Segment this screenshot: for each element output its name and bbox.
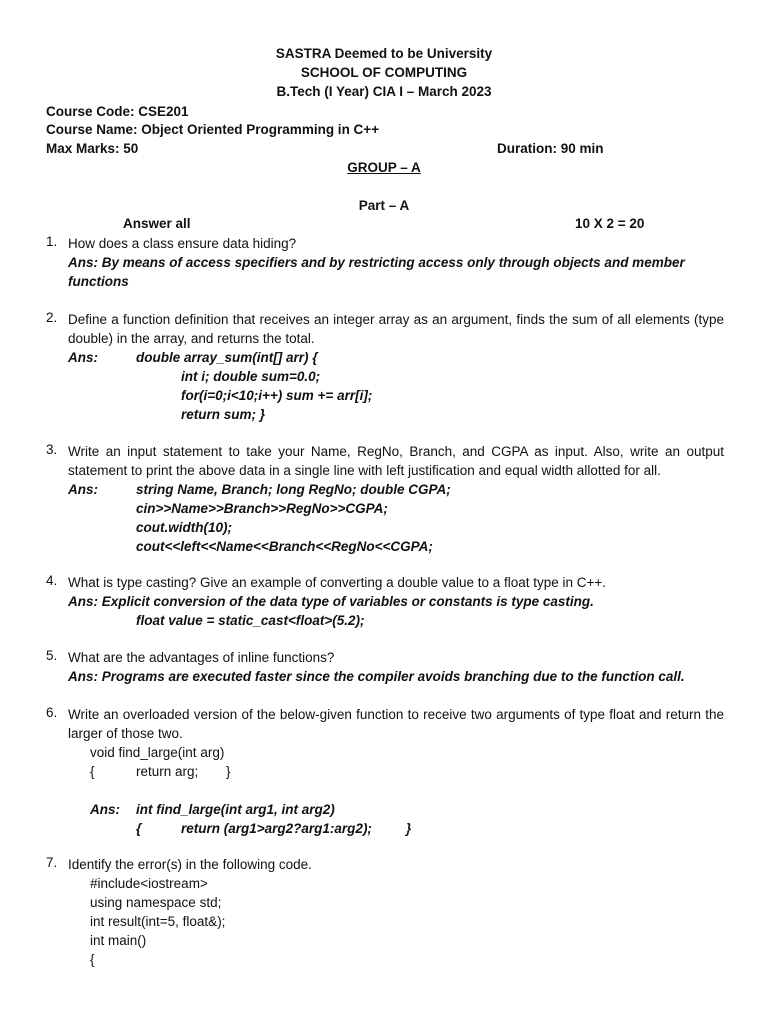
code-line: cout.width(10); [136, 520, 232, 535]
question-number: 1. [46, 234, 58, 249]
question-text: Identify the error(s) in the following code. [68, 857, 312, 872]
code-line: { [136, 821, 142, 836]
code-line: #include<iostream> [90, 876, 208, 891]
question-text: Write an overloaded version of the below-given function to receive two arguments of type float and return the larger of those two. [68, 707, 724, 741]
code-line: } [406, 821, 412, 836]
question-number: 4. [46, 573, 58, 588]
code-line: cout<<left<<Name<<Branch<<RegNo<<CGPA; [136, 539, 433, 554]
answer-label: Ans: [90, 802, 120, 817]
code-line: int result(int=5, float&); [90, 914, 226, 929]
question-text: What are the advantages of inline functions? [68, 650, 335, 665]
instruction: Answer all [123, 216, 191, 231]
code-line: int i; double sum=0.0; [181, 369, 321, 384]
code-line: int find_large(int arg1, int arg2) [136, 802, 335, 817]
answer-label: Ans: [68, 350, 98, 365]
given-code-line: } [226, 764, 231, 779]
marks-scheme: 10 X 2 = 20 [575, 216, 645, 231]
answer-line: float value = static_cast<float>(5.2); [136, 613, 365, 628]
code-line: for(i=0;i<10;i++) sum += arr[i]; [181, 388, 373, 403]
answer-label: Ans: [68, 482, 98, 497]
answer-line: functions [68, 274, 129, 289]
code-line: cin>>Name>>Branch>>RegNo>>CGPA; [136, 501, 388, 516]
question-number: 3. [46, 442, 58, 457]
code-line: double array_sum(int[] arr) { [136, 350, 318, 365]
code-line: return sum; } [181, 407, 266, 422]
university-name: SASTRA Deemed to be University [275, 46, 493, 61]
course-code: Course Code: CSE201 [46, 104, 189, 119]
question-text: Write an input statement to take your Name, RegNo, Branch, and CGPA as input. Also, write an output statement to print the above data in a single line with left justification and equal width allotted for all. [68, 444, 724, 478]
question-text: What is type casting? Give an example of converting a double value to a float type in C++. [68, 575, 607, 590]
group-heading: GROUP – A [347, 160, 421, 175]
question-text: Define a function definition that receives an integer array as an argument, finds the sum of all elements (type double) in the array, and returns the total. [68, 312, 724, 346]
given-code-line: void find_large(int arg) [90, 745, 225, 760]
duration: Duration: 90 min [497, 141, 604, 156]
answer-line: Ans: Programs are executed faster since the compiler avoids branching due to the function call. [68, 669, 685, 684]
exam-title: B.Tech (I Year) CIA I – March 2023 [276, 84, 492, 99]
question-number: 6. [46, 705, 58, 720]
question-number: 5. [46, 648, 58, 663]
answer-line: Ans: Explicit conversion of the data type of variables or constants is type casting. [68, 594, 594, 609]
code-line: using namespace std; [90, 895, 222, 910]
question-number: 2. [46, 310, 58, 325]
code-line: int main() [90, 933, 147, 948]
school-name: SCHOOL OF COMPUTING [300, 65, 468, 80]
question-text: How does a class ensure data hiding? [68, 236, 297, 251]
part-heading: Part – A [358, 198, 410, 213]
code-line: { [90, 952, 95, 967]
course-name: Course Name: Object Oriented Programming in C++ [46, 122, 380, 137]
question-number: 7. [46, 855, 58, 870]
given-code-line: { [90, 764, 95, 779]
given-code-line: return arg; [136, 764, 199, 779]
max-marks: Max Marks: 50 [46, 141, 139, 156]
code-line: string Name, Branch; long RegNo; double CGPA; [136, 482, 451, 497]
answer-line: Ans: By means of access specifiers and by restricting access only through objects and member [68, 255, 685, 270]
code-line: return (arg1>arg2?arg1:arg2); [181, 821, 372, 836]
